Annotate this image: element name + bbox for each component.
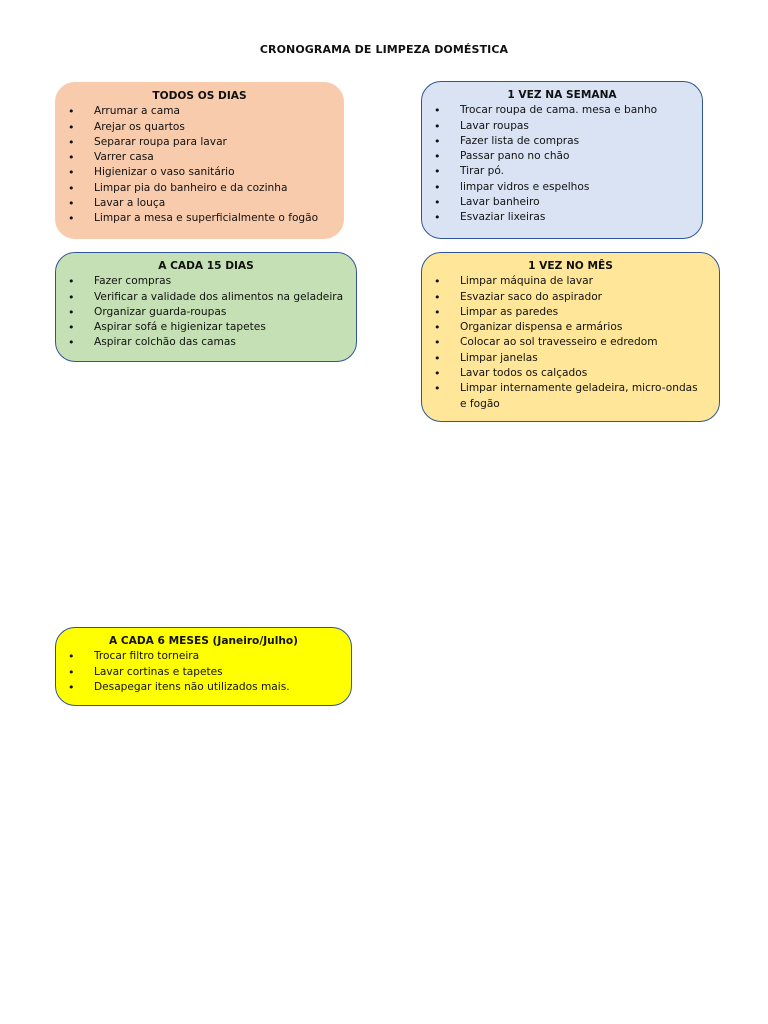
list-item: • Aspirar sofá e higienizar tapetes xyxy=(68,320,344,335)
every-15-days-title: A CADA 15 DIAS xyxy=(158,260,254,272)
daily-box xyxy=(55,82,344,239)
weekly-list xyxy=(434,103,690,225)
list-item: • Lavar banheiro xyxy=(434,195,690,210)
page-title: CRONOGRAMA DE LIMPEZA DOMÉSTICA xyxy=(259,43,509,56)
list-item: • Limpar a mesa e superficialmente o fogão xyxy=(68,211,331,226)
every-15-days-list xyxy=(68,274,344,350)
list-item: • Higienizar o vaso sanitário xyxy=(68,165,331,180)
list-item: • Limpar máquina de lavar xyxy=(434,274,707,289)
list-item: • Passar pano no chão xyxy=(434,149,690,164)
list-item: • Limpar janelas xyxy=(434,351,707,366)
weekly-box xyxy=(421,81,703,239)
weekly-title: 1 VEZ NA SEMANA xyxy=(507,89,617,101)
list-item: • Desapegar itens não utilizados mais. xyxy=(68,680,339,695)
monthly-list xyxy=(434,274,707,412)
list-item: • Trocar filtro torneira xyxy=(68,649,339,664)
list-item: • Colocar ao sol travesseiro e edredom xyxy=(434,335,707,350)
list-item: • Verificar a validade dos alimentos na geladeira xyxy=(68,290,344,305)
list-item: • Lavar cortinas e tapetes xyxy=(68,665,339,680)
list-item: • Limpar pia do banheiro e da cozinha xyxy=(68,181,331,196)
list-item: • Organizar guarda-roupas xyxy=(68,305,344,320)
every-6-months-title: A CADA 6 MESES (Janeiro/Julho) xyxy=(108,635,298,647)
list-item: • Organizar dispensa e armários xyxy=(434,320,707,335)
list-item: • Limpar as paredes xyxy=(434,305,707,320)
list-item: • Trocar roupa de cama. mesa e banho xyxy=(434,103,690,118)
list-item: • Limpar internamente geladeira, micro-ondas e fogão xyxy=(434,381,707,412)
list-item: • Arrumar a cama xyxy=(68,104,331,119)
list-item: • Separar roupa para lavar xyxy=(68,135,331,150)
monthly-title: 1 VEZ NO MÊS xyxy=(528,260,613,272)
list-item: • Esvaziar saco do aspirador xyxy=(434,290,707,305)
every-15-days-box xyxy=(55,252,357,362)
list-item: • Lavar a louça xyxy=(68,196,331,211)
daily-title: TODOS OS DIAS xyxy=(152,90,247,102)
list-item: • Tirar pó. xyxy=(434,164,690,179)
list-item: • Arejar os quartos xyxy=(68,120,331,135)
daily-list xyxy=(68,104,331,226)
list-item: • Fazer compras xyxy=(68,274,344,289)
list-item: • Varrer casa xyxy=(68,150,331,165)
monthly-box xyxy=(421,252,720,422)
list-item: • Fazer lista de compras xyxy=(434,134,690,149)
list-item: • Esvaziar lixeiras xyxy=(434,210,690,225)
list-item: • Aspirar colchão das camas xyxy=(68,335,344,350)
list-item: • Lavar roupas xyxy=(434,119,690,134)
list-item: • limpar vidros e espelhos xyxy=(434,180,690,195)
every-6-months-box xyxy=(55,627,352,706)
every-6-months-list xyxy=(68,649,339,695)
list-item: • Lavar todos os calçados xyxy=(434,366,707,381)
